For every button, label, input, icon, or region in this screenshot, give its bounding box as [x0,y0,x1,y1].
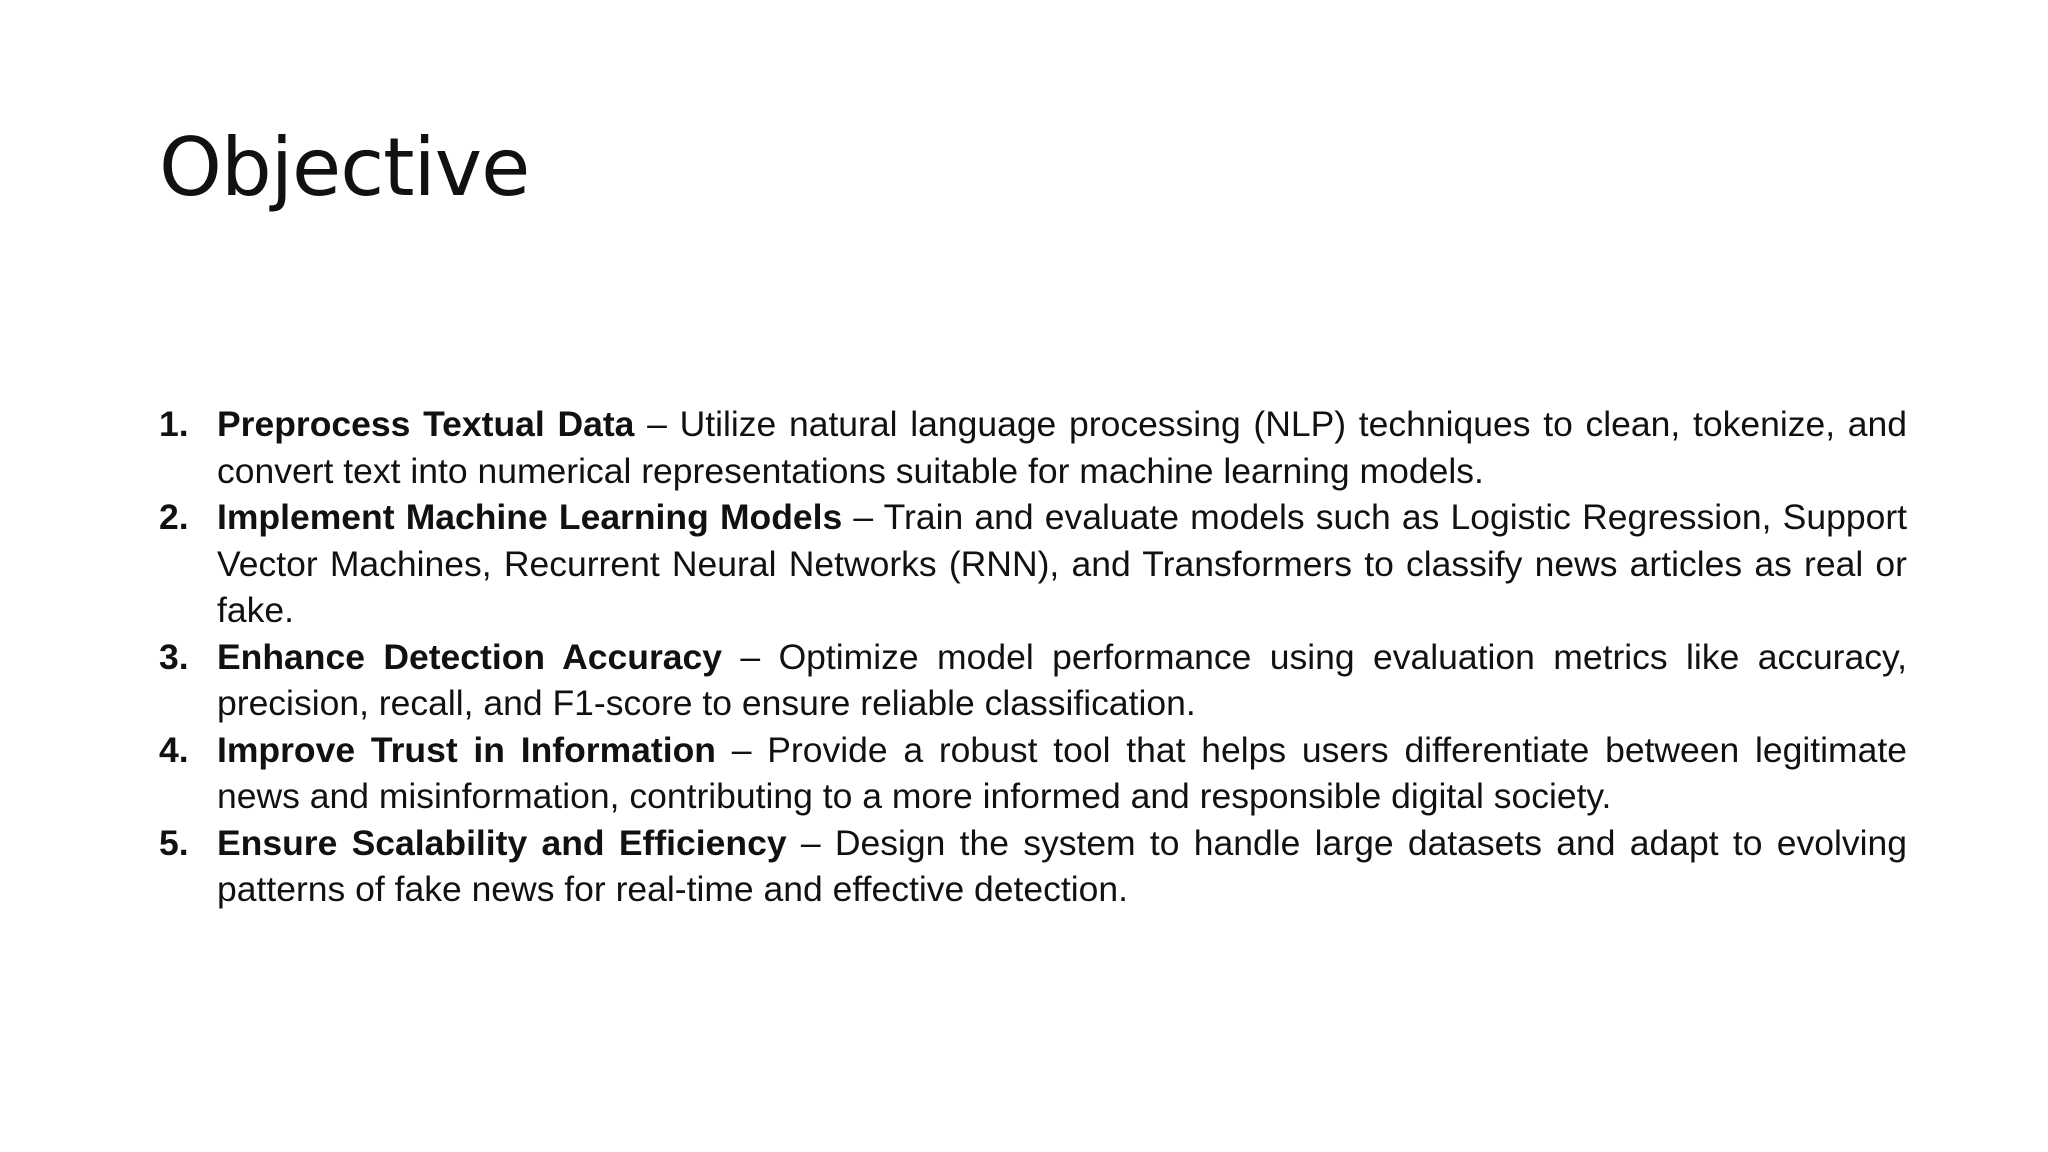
item-text: Provide a robust tool that helps users differentiate between legitimate news and misinformation, contributing to a more informed and responsible digital society. [217,729,1907,816]
item-number: 5. [159,822,189,863]
item-heading: Implement Machine Learning Models [217,497,843,537]
item-separator: – [842,497,884,537]
item-number: 3. [159,636,189,677]
item-separator: – [634,404,680,444]
item-separator: – [786,822,835,863]
slide-title: Objective [159,121,530,214]
item-text: Utilize natural language processing (NLP) techniques to clean, tokenize, and convert text into numerical representations suitable for machine learning models. [217,404,1907,491]
item-text: Optimize model performance using evaluation metrics like accuracy, precision, recall, and F1-score to ensure reliable classification. [217,636,1907,723]
item-number: 2. [159,497,189,537]
objective-item-preprocess [159,401,1907,494]
item-text: Design the system to handle large datasets and adapt to evolving patterns of fake news for real-time and effective detection. [217,822,1907,909]
objective-item-accuracy [159,634,1907,727]
item-heading: Preprocess Textual Data [217,404,635,444]
item-number: 4. [159,729,189,770]
item-heading: Improve Trust in Information [217,729,716,770]
item-separator: – [722,636,779,677]
item-text: Train and evaluate models such as Logistic Regression, Support Vector Machines, Recurrent Neural Networks (RNN), and Transformers to classify news articles as real or fake. [217,497,1908,630]
objective-item-models [159,494,1907,634]
item-separator: – [715,729,768,770]
item-heading: Enhance Detection Accuracy [217,636,723,677]
item-number: 1. [159,404,189,444]
item-heading: Ensure Scalability and Efficiency [217,822,787,863]
objective-item-scalability [159,820,1907,913]
objective-list [159,401,1907,913]
objective-item-trust [159,727,1907,820]
